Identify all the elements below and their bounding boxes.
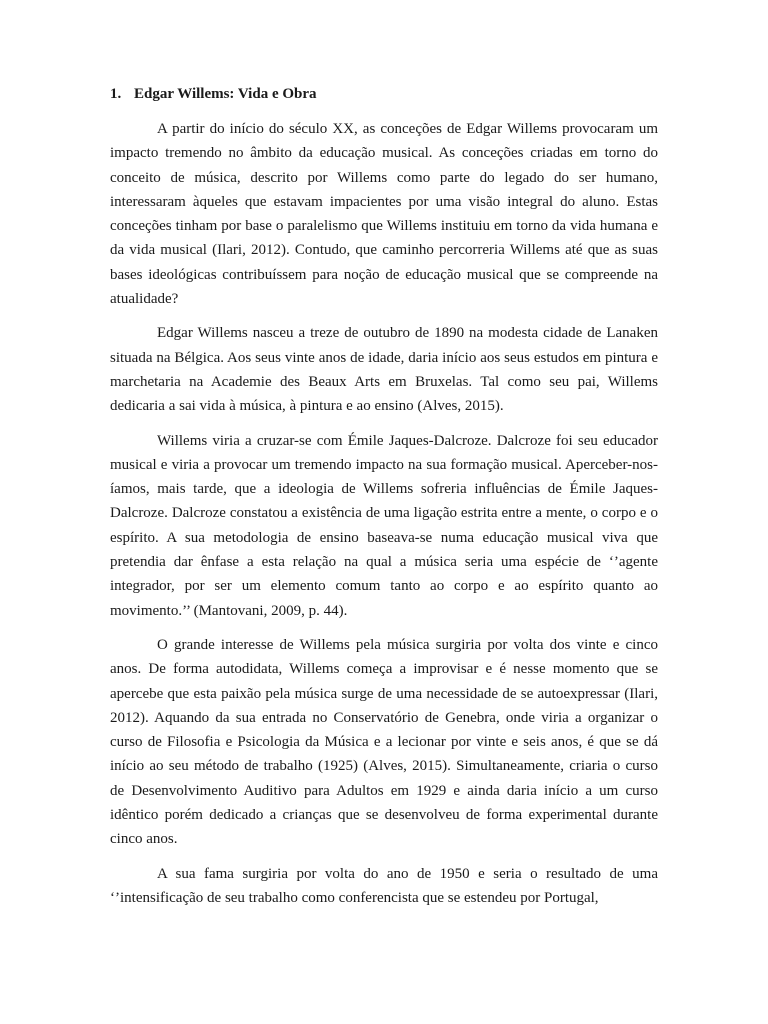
section-heading (110, 84, 658, 104)
document-page (110, 84, 658, 920)
paragraph-dalcroze: Willems viria a cruzar-se com Émile Jaques-Dalcroze. Dalcroze foi seu educador musical e viria a provocar um tremendo impacto na sua formação musical. Aperceber-nos-íamos, mais tarde, que a ideologia de Willems sofreria influências de Émile Jaques-Dalcroze. Dalcroze constatou a existência de uma ligação estrita entre a mente, o corpo e o espírito. A sua metodologia de ensino baseava-se numa educação musical viva que pretendia dar ênfase a esta relação na qual a música seria uma espécie de ‘’agente integrador, por ser um elemento comum tanto ao corpo e ao espírito quanto ao movimento.’’ (Mantovani, 2009, p. 44). (110, 432, 658, 619)
paragraph-intro: A partir do início do século XX, as conceções de Edgar Willems provocaram um impacto tremendo no âmbito da educação musical. As conceções criadas em torno do conceito de música, descrito por Willems como parte do legado do ser humano, interessaram àqueles que estavam impacientes por uma visão integral do aluno. Estas conceções tinham por base o paralelismo que Willems instituiu em torno da vida humana e da vida musical (Ilari, 2012). Contudo, que caminho percorreria Willems até que as suas bases ideológicas contribuíssem para noção de educação musical que se compreende na atualidade? (110, 121, 658, 308)
paragraph-fame: A sua fama surgiria por volta do ano de 1950 e seria o resultado de uma ‘’intensificação de seu trabalho como conferencista que se estendeu por Portugal, (110, 865, 658, 906)
section-title: Edgar Willems: Vida e Obra (134, 86, 317, 102)
section-number: 1. (110, 86, 122, 102)
paragraph-birth: Edgar Willems nasceu a treze de outubro de 1890 na modesta cidade de Lanaken situada na Bélgica. Aos seus vinte anos de idade, daria início aos seus estudos em pintura e marchetaria na Academie des Beaux Arts em Bruxelas. Tal como seu pai, Willems dedicaria a sai vida à música, à pintura e ao ensino (Alves, 2015). (110, 325, 658, 415)
paragraph-conservatory: O grande interesse de Willems pela música surgiria por volta dos vinte e cinco anos. De forma autodidata, Willems começa a improvisar e é nesse momento que se apercebe que esta paixão pela música surge de uma necessidade de se autoexpressar (Ilari, 2012). Aquando da sua entrada no Conservatório de Genebra, onde viria a organizar o curso de Filosofia e Psicologia da Música e a lecionar por vinte e seis anos, é que se dá início ao seu método de trabalho (1925) (Alves, 2015). Simultaneamente, criaria o curso de Desenvolvimento Auditivo para Adultos em 1929 e ainda daria início a um curso idêntico porém dedicado a crianças que se desenvolveu de forma experimental durante cinco anos. (110, 636, 658, 848)
